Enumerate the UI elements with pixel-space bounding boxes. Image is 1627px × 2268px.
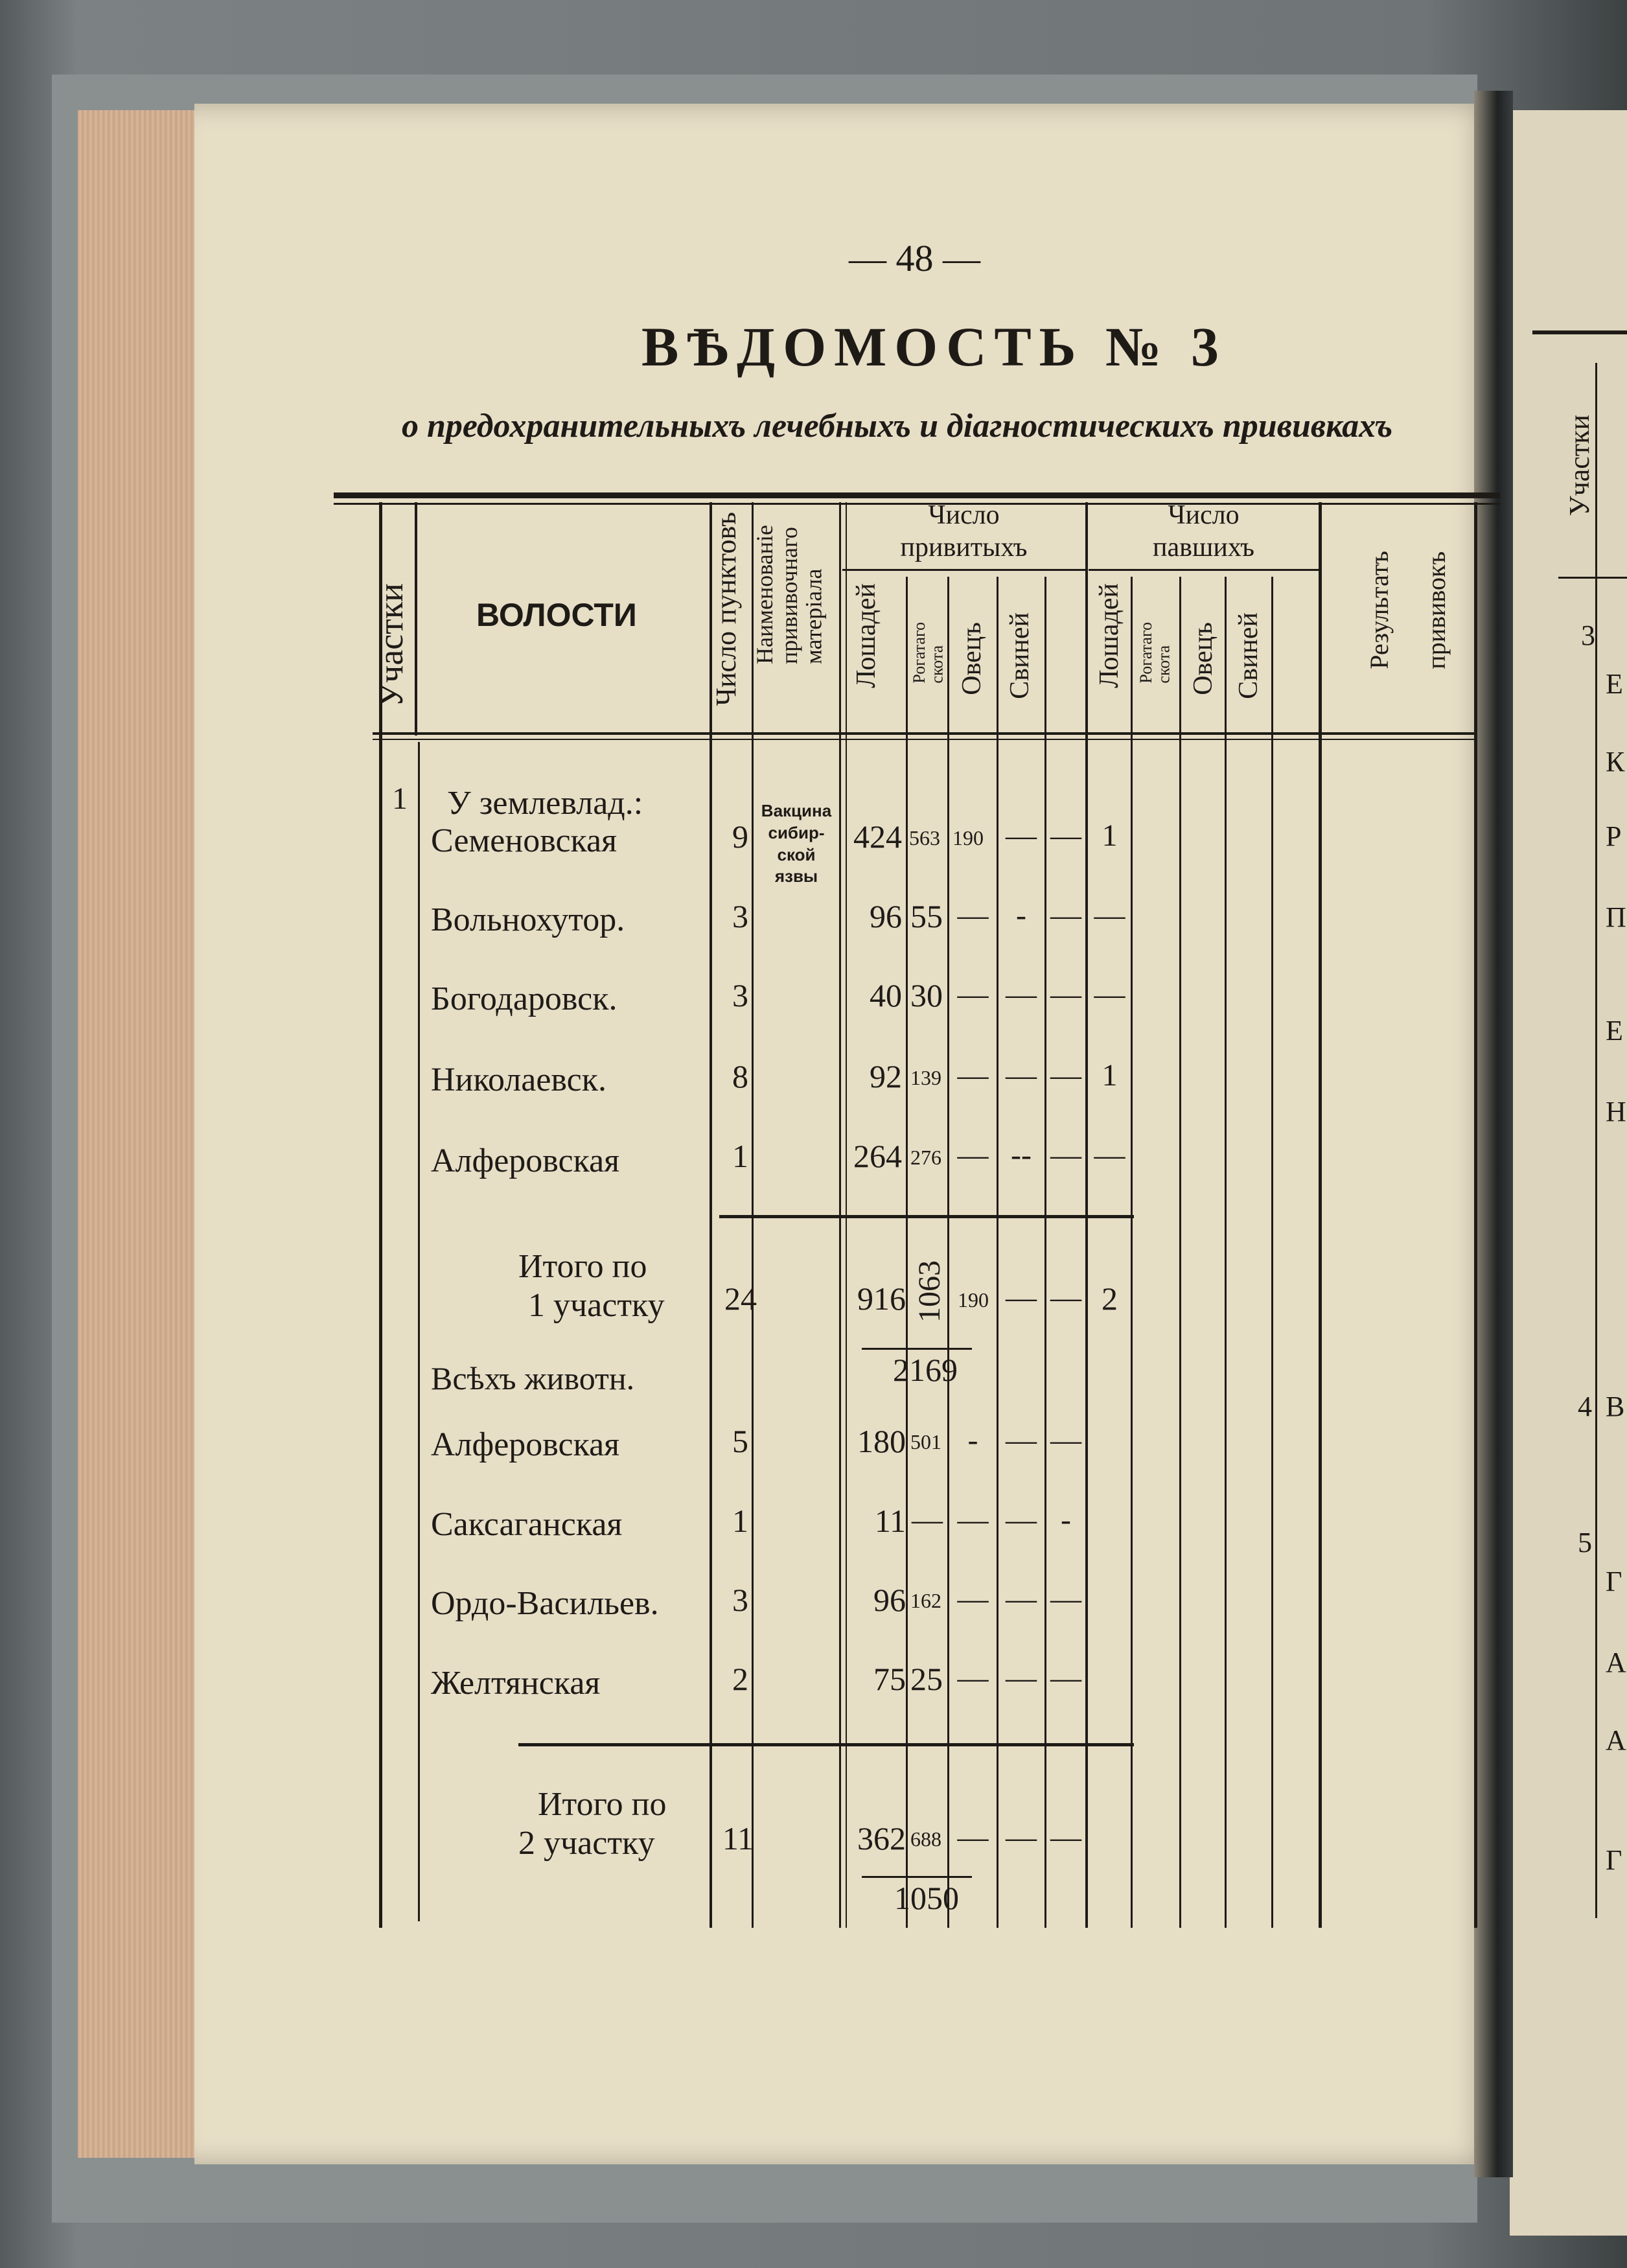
total2-ro: 688 [910, 1827, 941, 1851]
row-name-1a: У землевлад.: [447, 785, 643, 822]
row-plo: 1 [1102, 818, 1118, 853]
next-page-header: Участки [1564, 415, 1595, 516]
next-page-letter: А [1606, 1647, 1626, 1678]
col-rule-2 [710, 502, 712, 1928]
row-name: Николаевск. [431, 1061, 607, 1098]
total1-sv: — [1006, 1280, 1037, 1315]
separator-2 [518, 1743, 1134, 1746]
header-rogatogo-pav: Рогатаго скота [1137, 622, 1173, 684]
row-sv: — [1006, 1423, 1037, 1457]
row-lo: 11 [874, 1503, 906, 1539]
header-sviney-pav: Свиней [1234, 612, 1264, 699]
row-x: - [1061, 1503, 1071, 1537]
header-loshadey: Лошадей [851, 583, 881, 688]
total1-label1: Итого по [518, 1248, 647, 1285]
row-name: Ордо-Васильев. [431, 1585, 659, 1622]
row-sv: — [1006, 1661, 1037, 1695]
row-sv: — [1006, 1503, 1037, 1537]
next-page-letter: П [1606, 901, 1626, 933]
col-rule-10 [1131, 577, 1133, 1928]
row-punkty: 8 [732, 1058, 748, 1094]
row-sv: -- [1011, 1138, 1032, 1172]
total1-ov: 190 [958, 1288, 989, 1312]
header-punktov: Число пунктовъ [710, 512, 742, 706]
row-x: — [1050, 1423, 1081, 1457]
row-punkty: 3 [732, 898, 748, 934]
col-rule-14 [1319, 502, 1322, 1928]
row-ov: — [957, 1138, 989, 1172]
row-sv: — [1006, 1058, 1037, 1093]
header-uchastki: Участки [371, 583, 410, 708]
row-x: — [1050, 1661, 1081, 1695]
row-punkty: 3 [732, 1582, 748, 1618]
col-rule-11 [1179, 577, 1181, 1928]
row-name: Алферовская [431, 1426, 620, 1463]
row-x: — [1050, 1138, 1081, 1172]
subheader-rule-pav [1089, 569, 1319, 571]
next-page-rule [1532, 330, 1627, 334]
header-ovets: Овецъ [957, 622, 987, 695]
row-punkty: 5 [732, 1423, 748, 1459]
row-ro: 563 [909, 826, 940, 850]
row-ro: 162 [910, 1589, 941, 1612]
row-lo: 424 [853, 818, 902, 855]
row-ov: — [957, 1661, 989, 1695]
row-ov: — [957, 1582, 989, 1616]
total2-label1: Итого по [538, 1786, 667, 1823]
header-material: Наименованіе прививочнаго матеріала [752, 525, 827, 665]
total1-lo: 916 [857, 1280, 906, 1317]
total2-sum: 1050 [894, 1880, 959, 1916]
col-rule-1 [415, 502, 417, 735]
header-bottom-rule [373, 732, 1474, 735]
row-lo: 96 [870, 898, 902, 934]
row-name-1b: Семеновская [431, 822, 617, 859]
header-pavshikh: Число павшихъ [1153, 500, 1254, 563]
row-lo: 40 [870, 977, 902, 1013]
page-number: — 48 — [849, 237, 980, 279]
document-title: ВѢДОМОСТЬ № 3 [641, 316, 1227, 378]
header-volosti: ВОЛОСТИ [476, 597, 637, 633]
row-name: Богодаровск. [431, 980, 617, 1017]
col-rule-8 [1044, 577, 1046, 1928]
next-page-letter: Е [1606, 668, 1623, 700]
row-x: — [1050, 818, 1081, 853]
next-page-letter: Г [1606, 1844, 1622, 1876]
total2-x: — [1050, 1820, 1081, 1855]
header-loshadey-pav: Лошадей [1094, 583, 1124, 688]
next-page-letter: К [1606, 746, 1625, 778]
header-ovets-pav: Овецъ [1188, 622, 1218, 695]
total1-plo: 2 [1102, 1280, 1118, 1317]
col-rule-0 [379, 502, 382, 1928]
header-sviney: Свиней [1005, 612, 1035, 699]
row-ro: 501 [910, 1430, 941, 1453]
row-sv: — [1006, 1582, 1037, 1616]
next-page-letter: Р [1606, 820, 1622, 852]
row-x: — [1050, 977, 1081, 1012]
row-name: Саксаганская [431, 1506, 623, 1543]
row-ov: - [967, 1423, 978, 1457]
brace-1 [862, 1348, 972, 1350]
row-ro: 30 [910, 977, 943, 1013]
header-rezultat: Результатъ прививокъ [1365, 551, 1451, 669]
gutter [1474, 91, 1513, 2177]
total2-ov: — [957, 1820, 989, 1855]
row-ro: — [912, 1503, 943, 1537]
row-name: Вольнохутор. [431, 901, 625, 938]
row-ro: 25 [910, 1661, 943, 1697]
total2-lo: 362 [857, 1820, 906, 1857]
next-page-number: 4 [1578, 1391, 1592, 1422]
row-punkty: 3 [732, 977, 748, 1013]
total2-punkty: 11 [722, 1820, 754, 1857]
all-animals-label: Всѣхъ животн. [431, 1360, 635, 1396]
next-page-letter: В [1606, 1391, 1625, 1422]
row-name: Желтянская [431, 1665, 601, 1702]
row-lo: 180 [857, 1423, 906, 1459]
total1-x: — [1050, 1280, 1081, 1315]
row-punkty: 1 [732, 1503, 748, 1539]
next-page-header-rule [1558, 577, 1627, 579]
brace-2 [862, 1876, 972, 1878]
next-page-letter: Н [1606, 1096, 1626, 1128]
col-rule-1b [418, 742, 420, 1921]
row-x: — [1050, 1058, 1081, 1093]
row-plo: — [1094, 977, 1125, 1012]
row-sv: — [1006, 977, 1037, 1012]
row-x: — [1050, 1582, 1081, 1616]
col-rule-7 [997, 577, 998, 1928]
next-page-letter: Г [1606, 1566, 1622, 1597]
row-lo: 96 [873, 1582, 906, 1618]
col-rule-15 [1474, 502, 1477, 1928]
row-lo: 264 [853, 1138, 902, 1174]
row-ov: — [957, 1503, 989, 1537]
next-page-letter: Е [1606, 1015, 1623, 1047]
document-subtitle: о предохранительныхъ лечебныхъ и діагностическихъ прививкахъ [402, 408, 1393, 445]
row-sv: - [1016, 898, 1026, 932]
row-punkty: 2 [732, 1661, 748, 1697]
row-ov: — [957, 977, 989, 1012]
row-ov: 190 [952, 826, 984, 850]
subheader-rule-priv [842, 569, 1085, 571]
total2-label2: 2 участку [518, 1825, 655, 1862]
row-x: — [1050, 898, 1081, 932]
next-page-letter: А [1606, 1724, 1626, 1756]
row-punkty: 1 [732, 1138, 748, 1174]
next-page-number: 3 [1581, 619, 1595, 651]
total2-sv: — [1006, 1820, 1037, 1855]
row-ro: 55 [910, 898, 943, 934]
col-rule-5 [906, 577, 908, 1928]
next-page-number: 5 [1578, 1527, 1592, 1558]
col-rule-13 [1271, 577, 1273, 1928]
next-page-col-rule [1595, 363, 1597, 1918]
row-ov: — [957, 1058, 989, 1093]
row-ro: 139 [910, 1066, 941, 1089]
row-punkty: 9 [732, 818, 748, 855]
header-rogatogo: Рогатаго скота [910, 622, 947, 684]
row-lo: 92 [870, 1058, 902, 1094]
col-rule-6 [947, 577, 949, 1928]
total1-ro: 1063 [912, 1260, 947, 1323]
total1-punkty: 24 [724, 1280, 757, 1317]
all-animals-value: 2169 [893, 1352, 958, 1388]
row-ro: 276 [910, 1146, 941, 1169]
row-lo: 75 [873, 1661, 906, 1697]
row-plo: 1 [1102, 1058, 1118, 1093]
row-plo: — [1094, 1138, 1125, 1172]
header-bottom-rule2 [373, 739, 1474, 740]
col-rule-12 [1225, 577, 1227, 1928]
separator-1 [719, 1215, 1134, 1218]
top-rule [334, 492, 1500, 498]
material-label: Вакцина сибир- ской язвы [761, 801, 832, 886]
row-ov: — [957, 898, 989, 932]
uchastok-number: 1 [392, 781, 408, 816]
header-privitykh: Число привитыхъ [900, 500, 1028, 563]
row-sv: — [1006, 818, 1037, 853]
row-plo: — [1094, 898, 1125, 932]
row-name: Алферовская [431, 1142, 620, 1179]
total1-label2: 1 участку [528, 1287, 665, 1324]
